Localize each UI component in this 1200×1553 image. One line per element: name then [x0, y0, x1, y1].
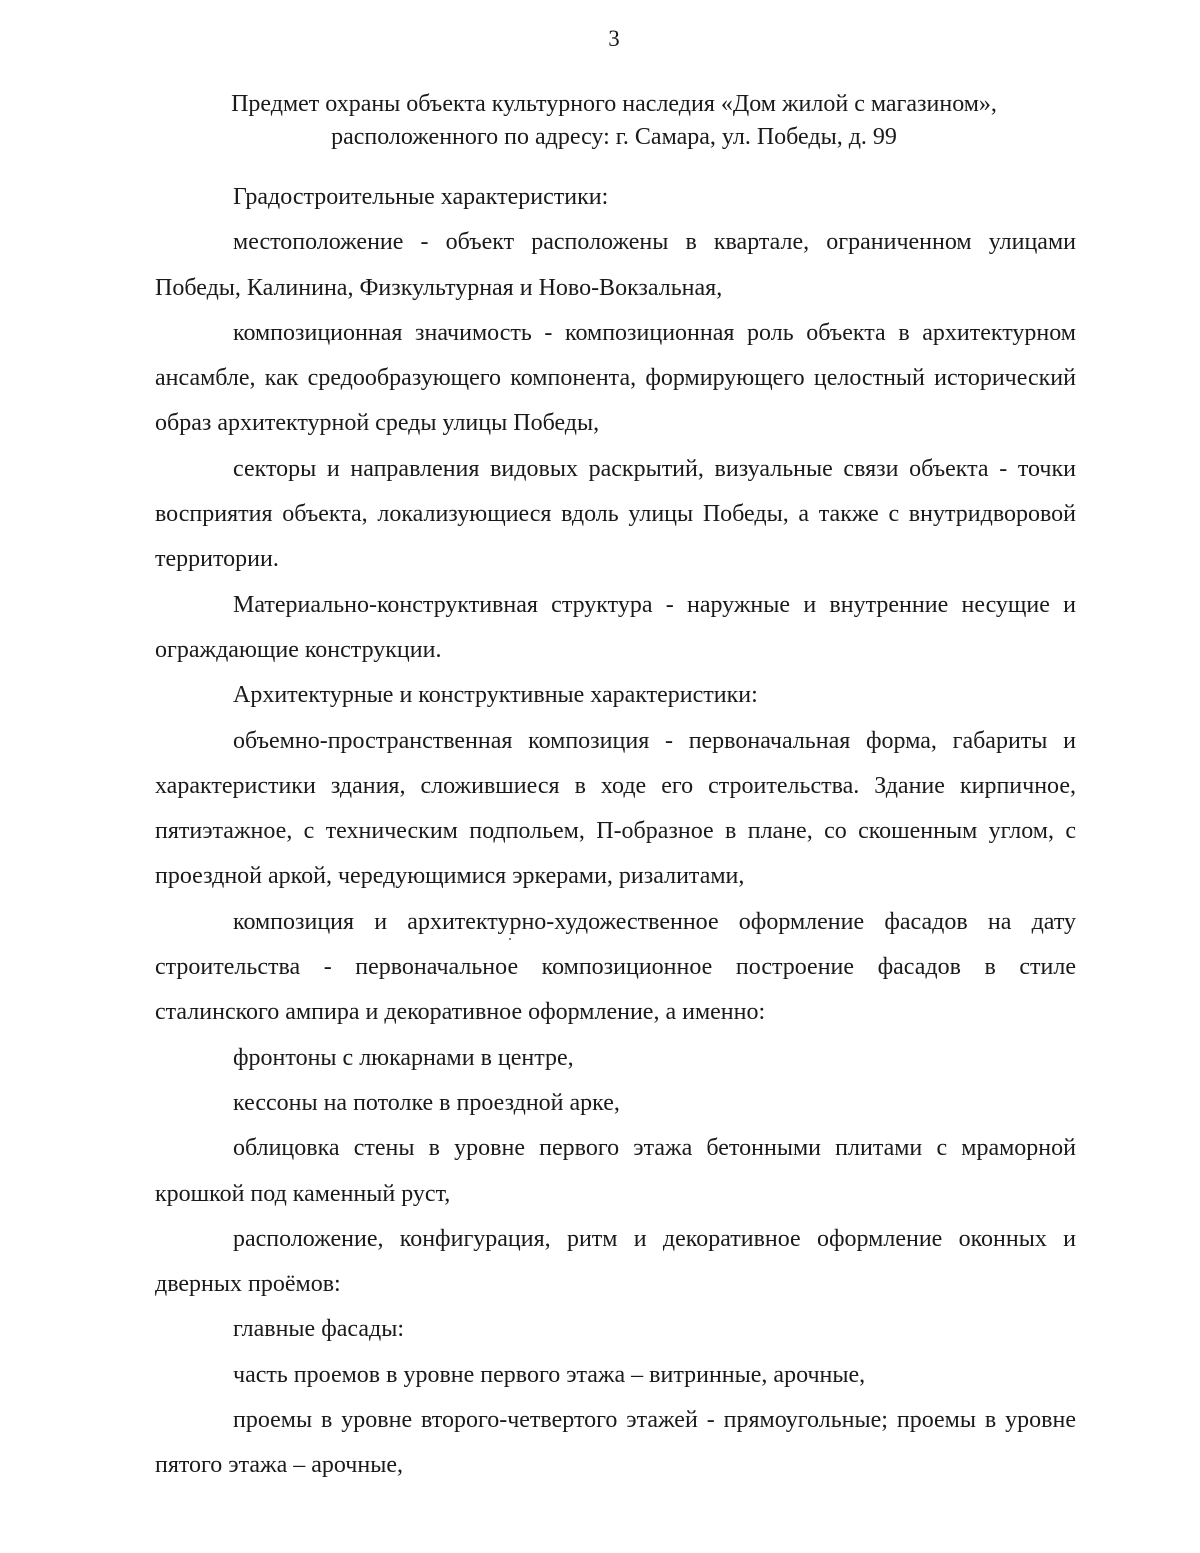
- document-body: [155, 175, 1076, 1489]
- paragraph: часть проемов в уровне первого этажа – витринные, арочные,: [233, 1361, 866, 1388]
- title-line-1: Предмет охраны объекта культурного наследия «Дом жилой с магазином»,: [231, 91, 997, 117]
- paragraph: облицовка стены в уровне первого этажа бетонными плитами с мраморной крошкой под каменный руст,: [155, 1135, 1076, 1207]
- paragraph: Материально-конструктивная структура - наружные и внутренние несущие и ограждающие конструкции.: [155, 591, 1076, 663]
- paragraph: композиционная значимость - композиционная роль объекта в архитектурном ансамбле, как средообразующего компонента, формирующего целостный исторический образ архитектурной среды улицы Победы,: [155, 319, 1076, 437]
- paragraph: проемы в уровне второго-четвертого этажей - прямоугольные; проемы в уровне пятого этажа – арочные,: [155, 1407, 1076, 1479]
- document-title: [150, 88, 1078, 154]
- paragraph: фронтоны с люкарнами в центре,: [233, 1044, 574, 1071]
- paragraph: кессоны на потолке в проездной арке,: [233, 1089, 620, 1116]
- paragraph: Архитектурные и конструктивные характеристики:: [233, 682, 758, 709]
- paragraph: секторы и направления видовых раскрытий, визуальные связи объекта - точки восприятия объекта, локализующиеся вдоль улицы Победы, а также с внутридворовой территории.: [155, 455, 1076, 573]
- page-number: 3: [608, 26, 620, 51]
- paragraph: главные фасады:: [233, 1316, 405, 1343]
- scan-speck: [509, 938, 511, 940]
- paragraph: объемно-пространственная композиция - первоначальная форма, габариты и характеристики здания, сложившиеся в ходе его строительства. Здание кирпичное, пятиэтажное, с техническим подпольем, П-образное в плане, со скошенным углом, с проездной аркой, чередующимися эркерами, ризалитами,: [155, 727, 1076, 890]
- paragraph: местоположение - объект расположены в квартале, ограниченном улицами Победы, Калинина, Физкультурная и Ново-Вокзальная,: [155, 229, 1076, 301]
- paragraph: композиция и архитектурно-художественное оформление фасадов на дату строительства - первоначальное композиционное построение фасадов в стиле сталинского ампира и декоративное оформление, а именно:: [155, 908, 1076, 1026]
- paragraph: расположение, конфигурация, ритм и декоративное оформление оконных и дверных проёмов:: [155, 1225, 1076, 1298]
- paragraph: Градостроительные характеристики:: [233, 184, 609, 210]
- title-line-2: расположенного по адресу: г. Самара, ул. Победы, д. 99: [331, 124, 897, 150]
